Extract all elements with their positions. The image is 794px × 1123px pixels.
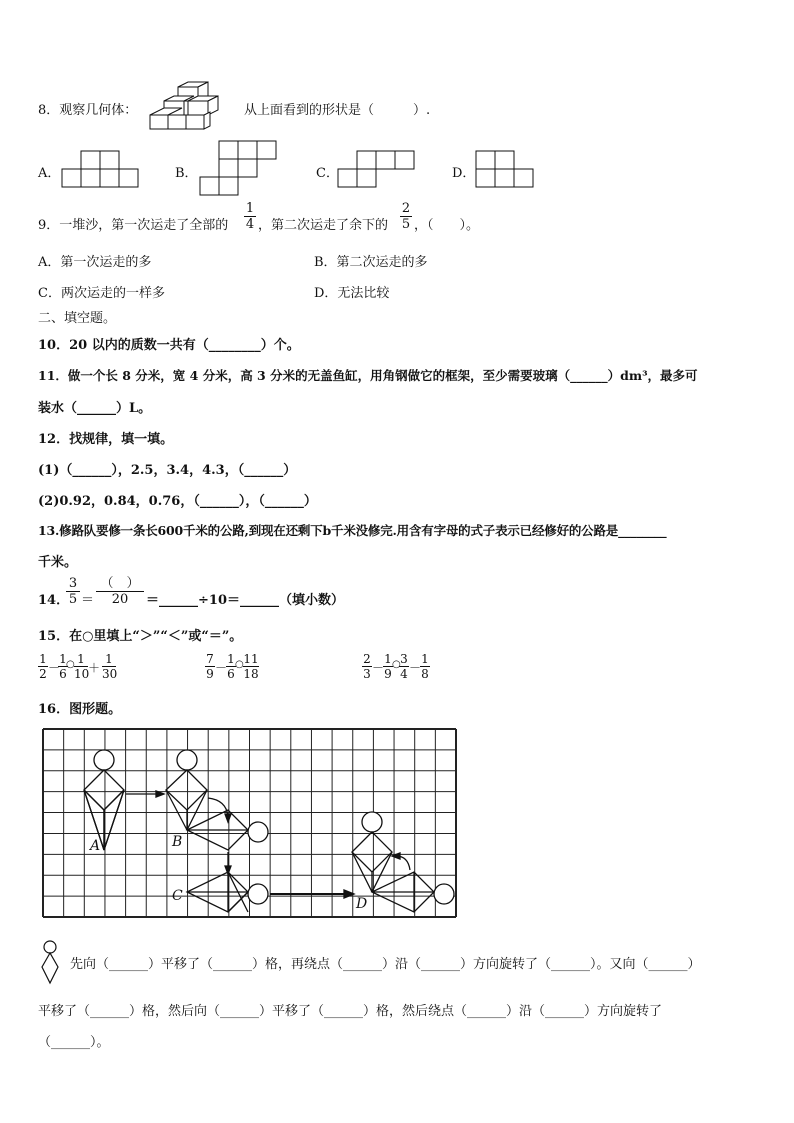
q8-solid-figure: [148, 82, 240, 132]
q15-title: 15．在○里填上“＞”“＜”或“＝”。: [38, 629, 243, 644]
q14-fraction-1: 3 5: [66, 577, 80, 606]
small-figure-icon: [38, 940, 64, 986]
q8-option-b-figure[interactable]: [200, 140, 280, 198]
q9-fraction-1: 1 4: [245, 201, 255, 232]
q8-stem: 从上面看到的形状是（ ）.: [244, 103, 431, 118]
q16-title: 16．图形题。: [38, 702, 122, 717]
q13-line2: 千米。: [38, 555, 78, 570]
q8-prefix: 8．观察几何体：: [38, 103, 138, 118]
section-heading: 二、填空题。: [38, 311, 117, 326]
q16-line3: （______）。: [38, 1035, 110, 1050]
q14-fraction-2[interactable]: （ ） 20: [96, 577, 144, 606]
q8-option-b-label[interactable]: B．: [175, 166, 198, 181]
q10: 10．20 以内的质数一共有（________）个。: [38, 338, 300, 353]
q9-option-c[interactable]: C．两次运走的一样多: [38, 286, 165, 301]
q8-option-a-label[interactable]: A．: [38, 166, 61, 181]
q14-equals: ＝: [81, 593, 95, 608]
q16-line2: 平移了（______）格，然后向（______）平移了（______）格，然后绕点（______）沿（______）方向旋转了: [38, 1004, 663, 1019]
q9-option-a[interactable]: A．第一次运走的多: [38, 255, 152, 270]
grid-label-c: C: [172, 888, 183, 904]
q9-part3: ，（ ）。: [414, 218, 480, 233]
q11-line1: 11．做一个长 8 分米，宽 4 分米，高 3 分米的无盖鱼缸，用角钢做它的框架，至少需要玻璃（______）dm³，最多可: [38, 368, 698, 383]
q12-line2: (2)0.92，0.84，0.76，（______），（______）: [38, 494, 317, 509]
q8-option-d-figure[interactable]: [476, 150, 538, 190]
q16-line1: 先向（______）平移了（______）格，再绕点（______）沿（______）方向旋转了（______）。又向（______）: [70, 957, 701, 972]
q9-option-b[interactable]: B．第二次运走的多: [314, 255, 428, 270]
q14-rest: ＝______÷10＝______（填小数）: [146, 593, 344, 608]
q11-line2: 装水（______）L。: [38, 401, 152, 416]
q12-line1: (1)（______），2.5，3.4，4.3，（______）: [38, 463, 297, 478]
q8-option-c-figure[interactable]: [338, 150, 418, 190]
q16-grid-figure: [42, 728, 458, 920]
grid-label-d: D: [356, 896, 368, 912]
q12-title: 12．找规律，填一填。: [38, 432, 174, 447]
q9-part1: 9．一堆沙，第一次运走了全部的: [38, 218, 229, 233]
q9-option-d[interactable]: D．无法比较: [314, 286, 390, 301]
q9-fraction-2: 2 5: [401, 201, 411, 232]
q8-option-c-label[interactable]: C．: [316, 166, 339, 181]
grid-label-b: B: [172, 834, 183, 850]
grid-label-a: A: [90, 838, 101, 854]
q8-option-a-figure[interactable]: [62, 150, 140, 190]
q14-number: 14．: [38, 593, 70, 608]
q8-option-d-label[interactable]: D．: [452, 166, 476, 181]
q9-part2: ，第二次运走了余下的: [258, 218, 389, 233]
q13-line1: 13.修路队要修一条长600千米的公路,到现在还剩下b千米没修完.用含有字母的式子表示已经修好的公路是________: [38, 523, 667, 538]
